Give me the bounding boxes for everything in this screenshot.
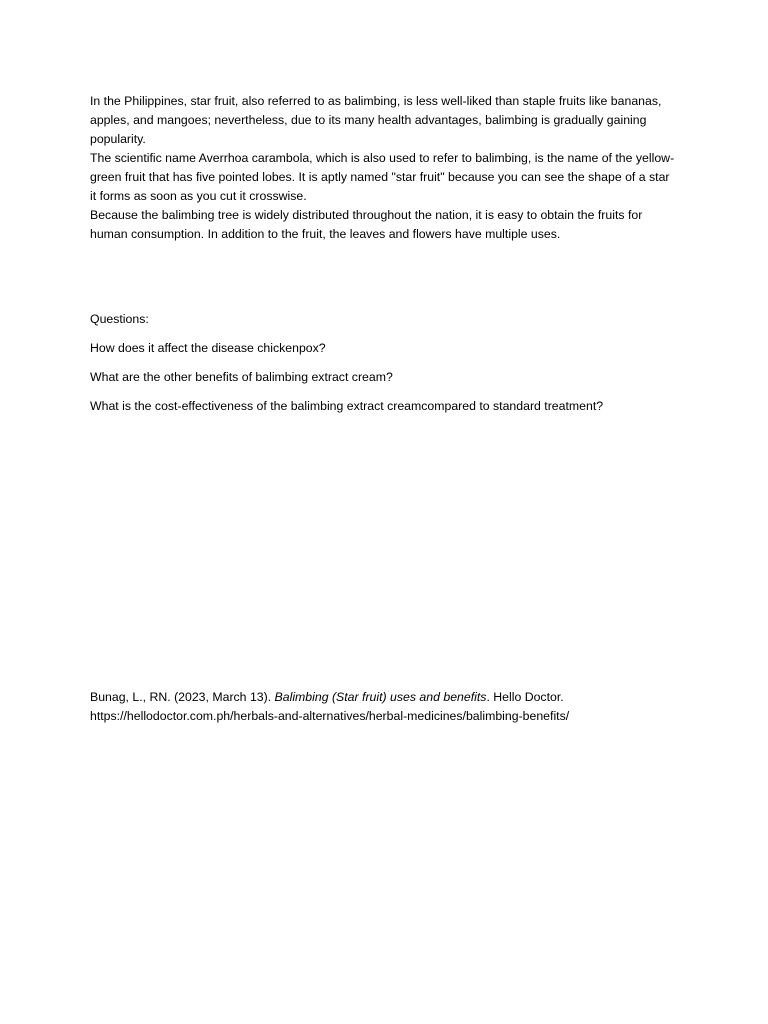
- paragraph-scientific-name: The scientific name Averrhoa carambola, which is also used to refer to balimbing, is the name of the yellow-green fruit that has five pointed lobes. It is aptly named "star fruit" because you can see the shape of a star it forms as soon as you cut it crosswise.: [90, 151, 675, 203]
- reference-section: [90, 688, 690, 726]
- reference-publisher: . Hello Doctor.: [486, 690, 564, 704]
- reference-citation: [90, 688, 690, 726]
- question-item: What are the other benefits of balimbing extract cream?: [90, 370, 393, 384]
- question-item: What is the cost-effectiveness of the balimbing extract creamcompared to standard treatment?: [90, 399, 604, 413]
- questions-heading: Questions:: [90, 312, 149, 326]
- intro-section: [90, 92, 678, 244]
- paragraph-star-fruit-popularity: In the Philippines, star fruit, also referred to as balimbing, is less well-liked than staple fruits like bananas, apples, and mangoes; nevertheless, due to its many health advantages, balimbing is gradually gaining popularity.: [90, 94, 662, 146]
- reference-title: Balimbing (Star fruit) uses and benefits: [274, 690, 487, 704]
- question-item: How does it affect the disease chickenpox?: [90, 341, 326, 355]
- reference-url: https://hellodoctor.com.ph/herbals-and-alternatives/herbal-medicines/balimbing-benefits/: [90, 709, 570, 723]
- questions-section: [90, 310, 678, 426]
- reference-author-date: Bunag, L., RN. (2023, March 13).: [90, 690, 275, 704]
- paragraph-distribution: Because the balimbing tree is widely distributed throughout the nation, it is easy to obtain the fruits for human consumption. In addition to the fruit, the leaves and flowers have multiple uses.: [90, 208, 643, 241]
